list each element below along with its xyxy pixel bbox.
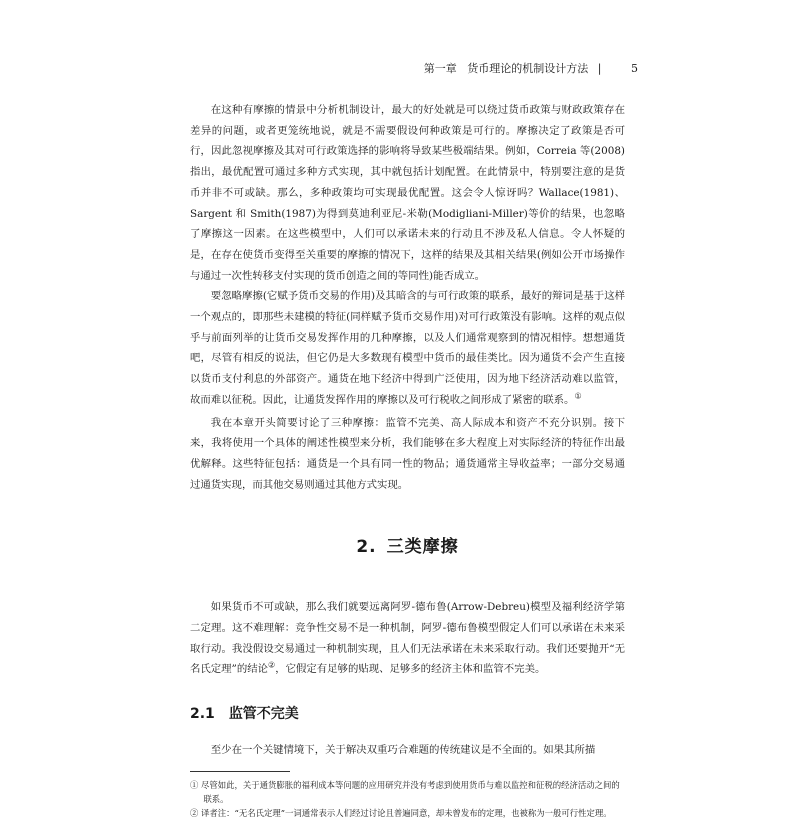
page-body: [190, 100, 625, 820]
section-heading: [190, 535, 625, 559]
footnote-2: [190, 806, 625, 820]
section-paragraph-text-1: 如果货币不可或缺，那么我们就要远离阿罗-德布鲁(Arrow-Debreu)模型及福利经济学第二定理。这不难理解：竞争性交易不是一种机制，阿罗-德布鲁模型假定人们可以承诺在未来采取行动。我没假设交易通过一种机制实现，且人们无法承诺在未来采取行动。我们还要抛开“无名氏定理”的结论: [190, 601, 625, 676]
footnote-ref-1[interactable]: ①: [574, 391, 582, 401]
footnote-2-text: 译者注：“无名氏定理”一词通常表示人们经过讨论且普遍同意，却未曾发布的定理，也被称为一般可行性定理。: [201, 807, 612, 818]
footnote-ref-2[interactable]: ②: [268, 661, 276, 670]
paragraph-2: [190, 286, 625, 410]
page-number: 5: [631, 62, 638, 75]
paragraph-3: 我在本章开头简要讨论了三种摩擦：监管不完美、高人际成本和资产不充分识别。接下来，我将使用一个具体的阐述性模型来分析，我们能够在多大程度上对实际经济的特征作出最优解释。这些特征包括：通货是一个具有同一性的物品；通货通常主导收益率；一部分交易通过通货实现，而其他交易则通过其他方式实现。: [190, 416, 625, 491]
footnote-1-text: 尽管如此，关于通货膨胀的福利成本等问题的应用研究并没有考虑到使用货币与难以监控和征税的经济活动之间的联系。: [201, 779, 620, 804]
section-paragraph: [190, 597, 625, 680]
section-title: 三类摩擦: [386, 537, 459, 558]
running-header: [190, 60, 638, 78]
subsection-title: 监管不完美: [228, 706, 299, 723]
header-separator: |: [597, 62, 602, 75]
subsection-paragraph: 至少在一个关键情境下，关于解决双重巧合难题的传统建议是不全面的。如果其所描: [210, 744, 596, 757]
subsection-heading: [190, 704, 625, 724]
footnote-divider: [190, 771, 290, 772]
footnote-1-marker: ①: [190, 779, 199, 790]
chapter-title: 货币理论的机制设计方法: [467, 62, 589, 75]
section-number: 2.: [356, 537, 377, 558]
paragraph-2-text: 要忽略摩擦(它赋予货币交易的作用)及其暗含的与可行政策的联系，最好的辩词是基于这样一个观点的，即那些未建模的特征(同样赋予货币交易作用)对可行政策没有影响。这样的观点似乎与前面列举的让货币交易发挥作用的几种摩擦，以及人们通常观察到的情况相悖。想想通货吧，尽管有相反的说法，但它仍是大多数现有模型中货币的最佳类比。因为通货不会产生直接以货币支付利息的外部资产。通货在地下经济中得到广泛使用，因为地下经济活动难以监管，故而难以征税。因此，让通货发挥作用的摩擦以及可行税收之间形成了紧密的联系。: [190, 290, 625, 406]
footnote-2-marker: ②: [190, 807, 199, 818]
paragraph-1: 在这种有摩擦的情景中分析机制设计，最大的好处就是可以绕过货币政策与财政政策存在差异的问题，或者更笼统地说，就是不需要假设何种政策是可行的。摩擦决定了政策是否可行，因此忽视摩擦及其对可行政策选择的影响将导致某些极端结果。例如，Correia 等(2008)指出，最优配置可通过多种方式实现，其中就包括计划配置。在此情景中，特别要注意的是货币并非不可或缺。那么，多种政策均可实现最优配置。这会令人惊讶吗？Wallace(1981)、Sargent 和 Smith(1987)为得到莫迪利亚尼-米勒(Modigliani-Miller)等价的结果，也忽略了摩擦这一因素。在这些模型中，人们可以承诺未来的行动且不涉及私人信息。令人怀疑的是，在存在使货币变得至关重要的摩擦的情况下，这样的结果及其相关结果(例如公开市场操作与通过一次性转移支付实现的货币创造之间的等同性)能否成立。: [190, 104, 625, 282]
section-paragraph-text-2: ，它假定有足够的贴现、足够多的经济主体和监管不完美。: [275, 663, 546, 676]
chapter-label: 第一章: [423, 62, 457, 75]
footnote-1: [190, 778, 625, 806]
subsection-number: 2.1: [190, 706, 215, 723]
